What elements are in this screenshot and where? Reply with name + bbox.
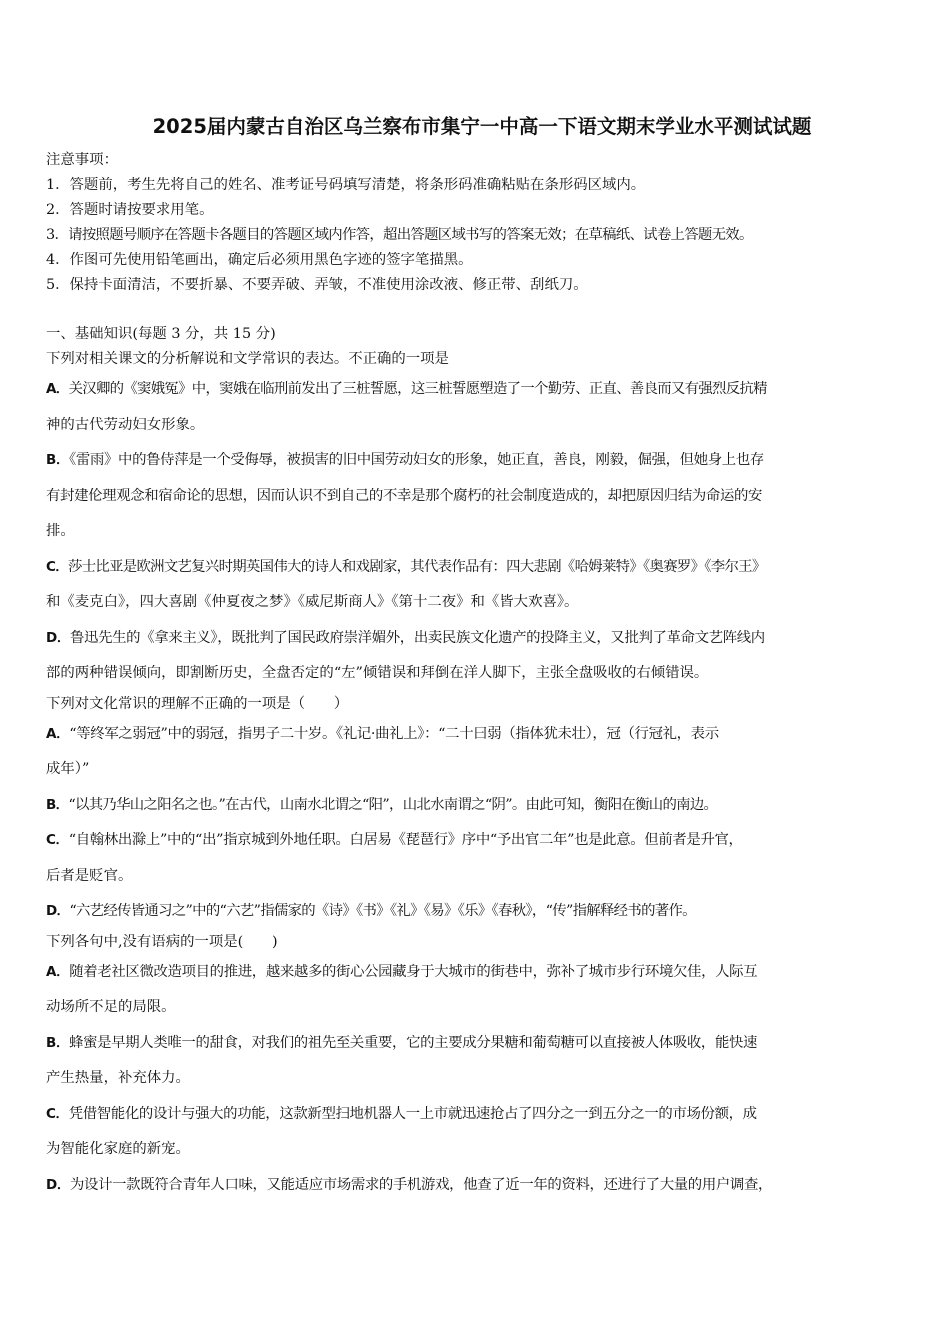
- option-letter: C．: [46, 1105, 69, 1122]
- option-a-cont: 成年）”: [46, 761, 90, 777]
- option-d: D．鲁迅先生的《拿来主义》，既批判了国民政府崇洋媚外，出卖民族文化遗产的投降主义，又批判了革命文艺阵线内: [46, 629, 765, 646]
- notes-item: 1．答题前，考生先将自己的姓名、准考证号码填写清楚，将条形码准确粘贴在条形码区域内。: [46, 177, 646, 193]
- option-b-cont: 排。: [46, 523, 75, 539]
- option-d: D．为设计一款既符合青年人口味，又能适应市场需求的手机游戏，他查了近一年的资料，还进行了大量的用户调查，: [46, 1176, 773, 1193]
- exam-page: [46, 112, 918, 1203]
- option-letter: A．: [46, 381, 69, 397]
- option-b-cont: 有封建伦理观念和宿命论的思想，因而认识不到自己的不幸是那个腐朽的社会制度造成的，却把原因归结为命运的安: [46, 487, 763, 504]
- question-3: [46, 930, 918, 1204]
- notes-item: 2．答题时请按要求用笔。: [46, 202, 214, 218]
- notes-item: 5．保持卡面清洁，不要折暴、不要弄破、弄皱，不准使用涂改液、修正带、刮纸刀。: [46, 277, 588, 293]
- option-a: A．关汉卿的《窦娥冤》中，窦娥在临刑前发出了三桩誓愿，这三桩誓愿塑造了一个勤劳、正直、善良而又有强烈反抗精: [46, 381, 767, 397]
- option-letter: B．: [46, 452, 70, 468]
- option-letter: A．: [46, 963, 70, 980]
- option-letter: B．: [46, 1034, 70, 1051]
- notes-item: 3．请按照题号顺序在答题卡各题目的答题区域内作答，超出答题区域书写的答案无效；在草稿纸、试卷上答题无效。: [46, 227, 753, 243]
- option-c: C．凭借智能化的设计与强大的功能，这款新型扫地机器人一上市就迅速抢占了四分之一到五分之一的市场份额，成: [46, 1105, 757, 1122]
- question-stem: 下列对文化常识的理解不正确的一项是（ ）: [46, 695, 349, 712]
- option-a-cont: 动场所不足的局限。: [46, 999, 176, 1015]
- option-letter: D．: [46, 629, 71, 646]
- option-c-cont: 后者是贬官。: [46, 867, 133, 884]
- option-b: B．蜂蜜是早期人类唯一的甜食，对我们的祖先至关重要，它的主要成分果糖和葡萄糖可以直接被人体吸收，能快速: [46, 1034, 758, 1051]
- option-letter: C．: [46, 832, 69, 848]
- question-stem: 下列对相关课文的分析解说和文学常识的表达。不正确的一项是: [46, 351, 449, 367]
- option-a: A．“等终军之弱冠”中的弱冠，指男子二十岁。《礼记·曲礼上》：“二十曰弱（指体犹未壮），冠（行冠礼，表示: [46, 725, 719, 742]
- section-heading: 一、基础知识(每题 3 分，共 15 分): [46, 326, 276, 342]
- option-letter: C．: [46, 558, 69, 575]
- question-1: [46, 347, 918, 692]
- option-letter: A．: [46, 725, 70, 742]
- notes-section: [46, 148, 918, 298]
- option-a-cont: 神的古代劳动妇女形象。: [46, 416, 205, 433]
- option-b-cont: 产生热量，补充体力。: [46, 1070, 190, 1086]
- option-c-cont: 和《麦克白》，四大喜剧《仲夏夜之梦》《威尼斯商人》《第十二夜》和《皆大欢喜》。: [46, 594, 579, 610]
- option-b: B．《雷雨》中的鲁侍萍是一个受侮辱，被损害的旧中国劳动妇女的形象，她正直，善良，刚毅，倔强，但她身上也存: [46, 452, 764, 468]
- question-2: [46, 692, 918, 930]
- option-c: C．莎士比亚是欧洲文艺复兴时期英国伟大的诗人和戏剧家，其代表作品有：四大悲剧《哈姆莱特》《奥赛罗》《李尔王》: [46, 558, 766, 575]
- option-letter: B．: [46, 796, 69, 813]
- option-letter: D．: [46, 903, 70, 919]
- option-b: B．“以其乃华山之阳名之也。”在古代，山南水北谓之“阳”，山北水南谓之“阴”。由此可知，衡阳在衡山的南边。: [46, 796, 718, 813]
- page-title: 2025届内蒙古自治区乌兰察布市集宁一中高一下语文期末学业水平测试试题: [152, 115, 812, 138]
- option-c-cont: 为智能化家庭的新宠。: [46, 1141, 190, 1157]
- notes-item: 4．作图可先使用铅笔画出，确定后必须用黑色字迹的签字笔描黑。: [46, 252, 473, 268]
- question-stem: 下列各句中,没有语病的一项是( ): [46, 933, 278, 950]
- option-letter: D．: [46, 1176, 71, 1193]
- option-a: A．随着老社区微改造项目的推进，越来越多的街心公园藏身于大城市的街巷中，弥补了城市步行环境欠佳，人际互: [46, 963, 758, 980]
- option-d: D．“六艺经传皆通习之”中的“六艺”指儒家的《诗》《书》《礼》《易》《乐》《春秋》，“传”指解释经书的著作。: [46, 903, 696, 919]
- notes-heading: 注意事项：: [46, 152, 118, 168]
- option-c: C．“自翰林出滁上”中的“出”指京城到外地任职。白居易《琵琶行》序中“予出官二年”也是此意。但前者是升官，: [46, 832, 743, 848]
- option-d-cont: 部的两种错误倾向，即割断历史，全盘否定的“左”倾错误和拜倒在洋人脚下，主张全盘吸收的右倾错误。: [46, 665, 709, 681]
